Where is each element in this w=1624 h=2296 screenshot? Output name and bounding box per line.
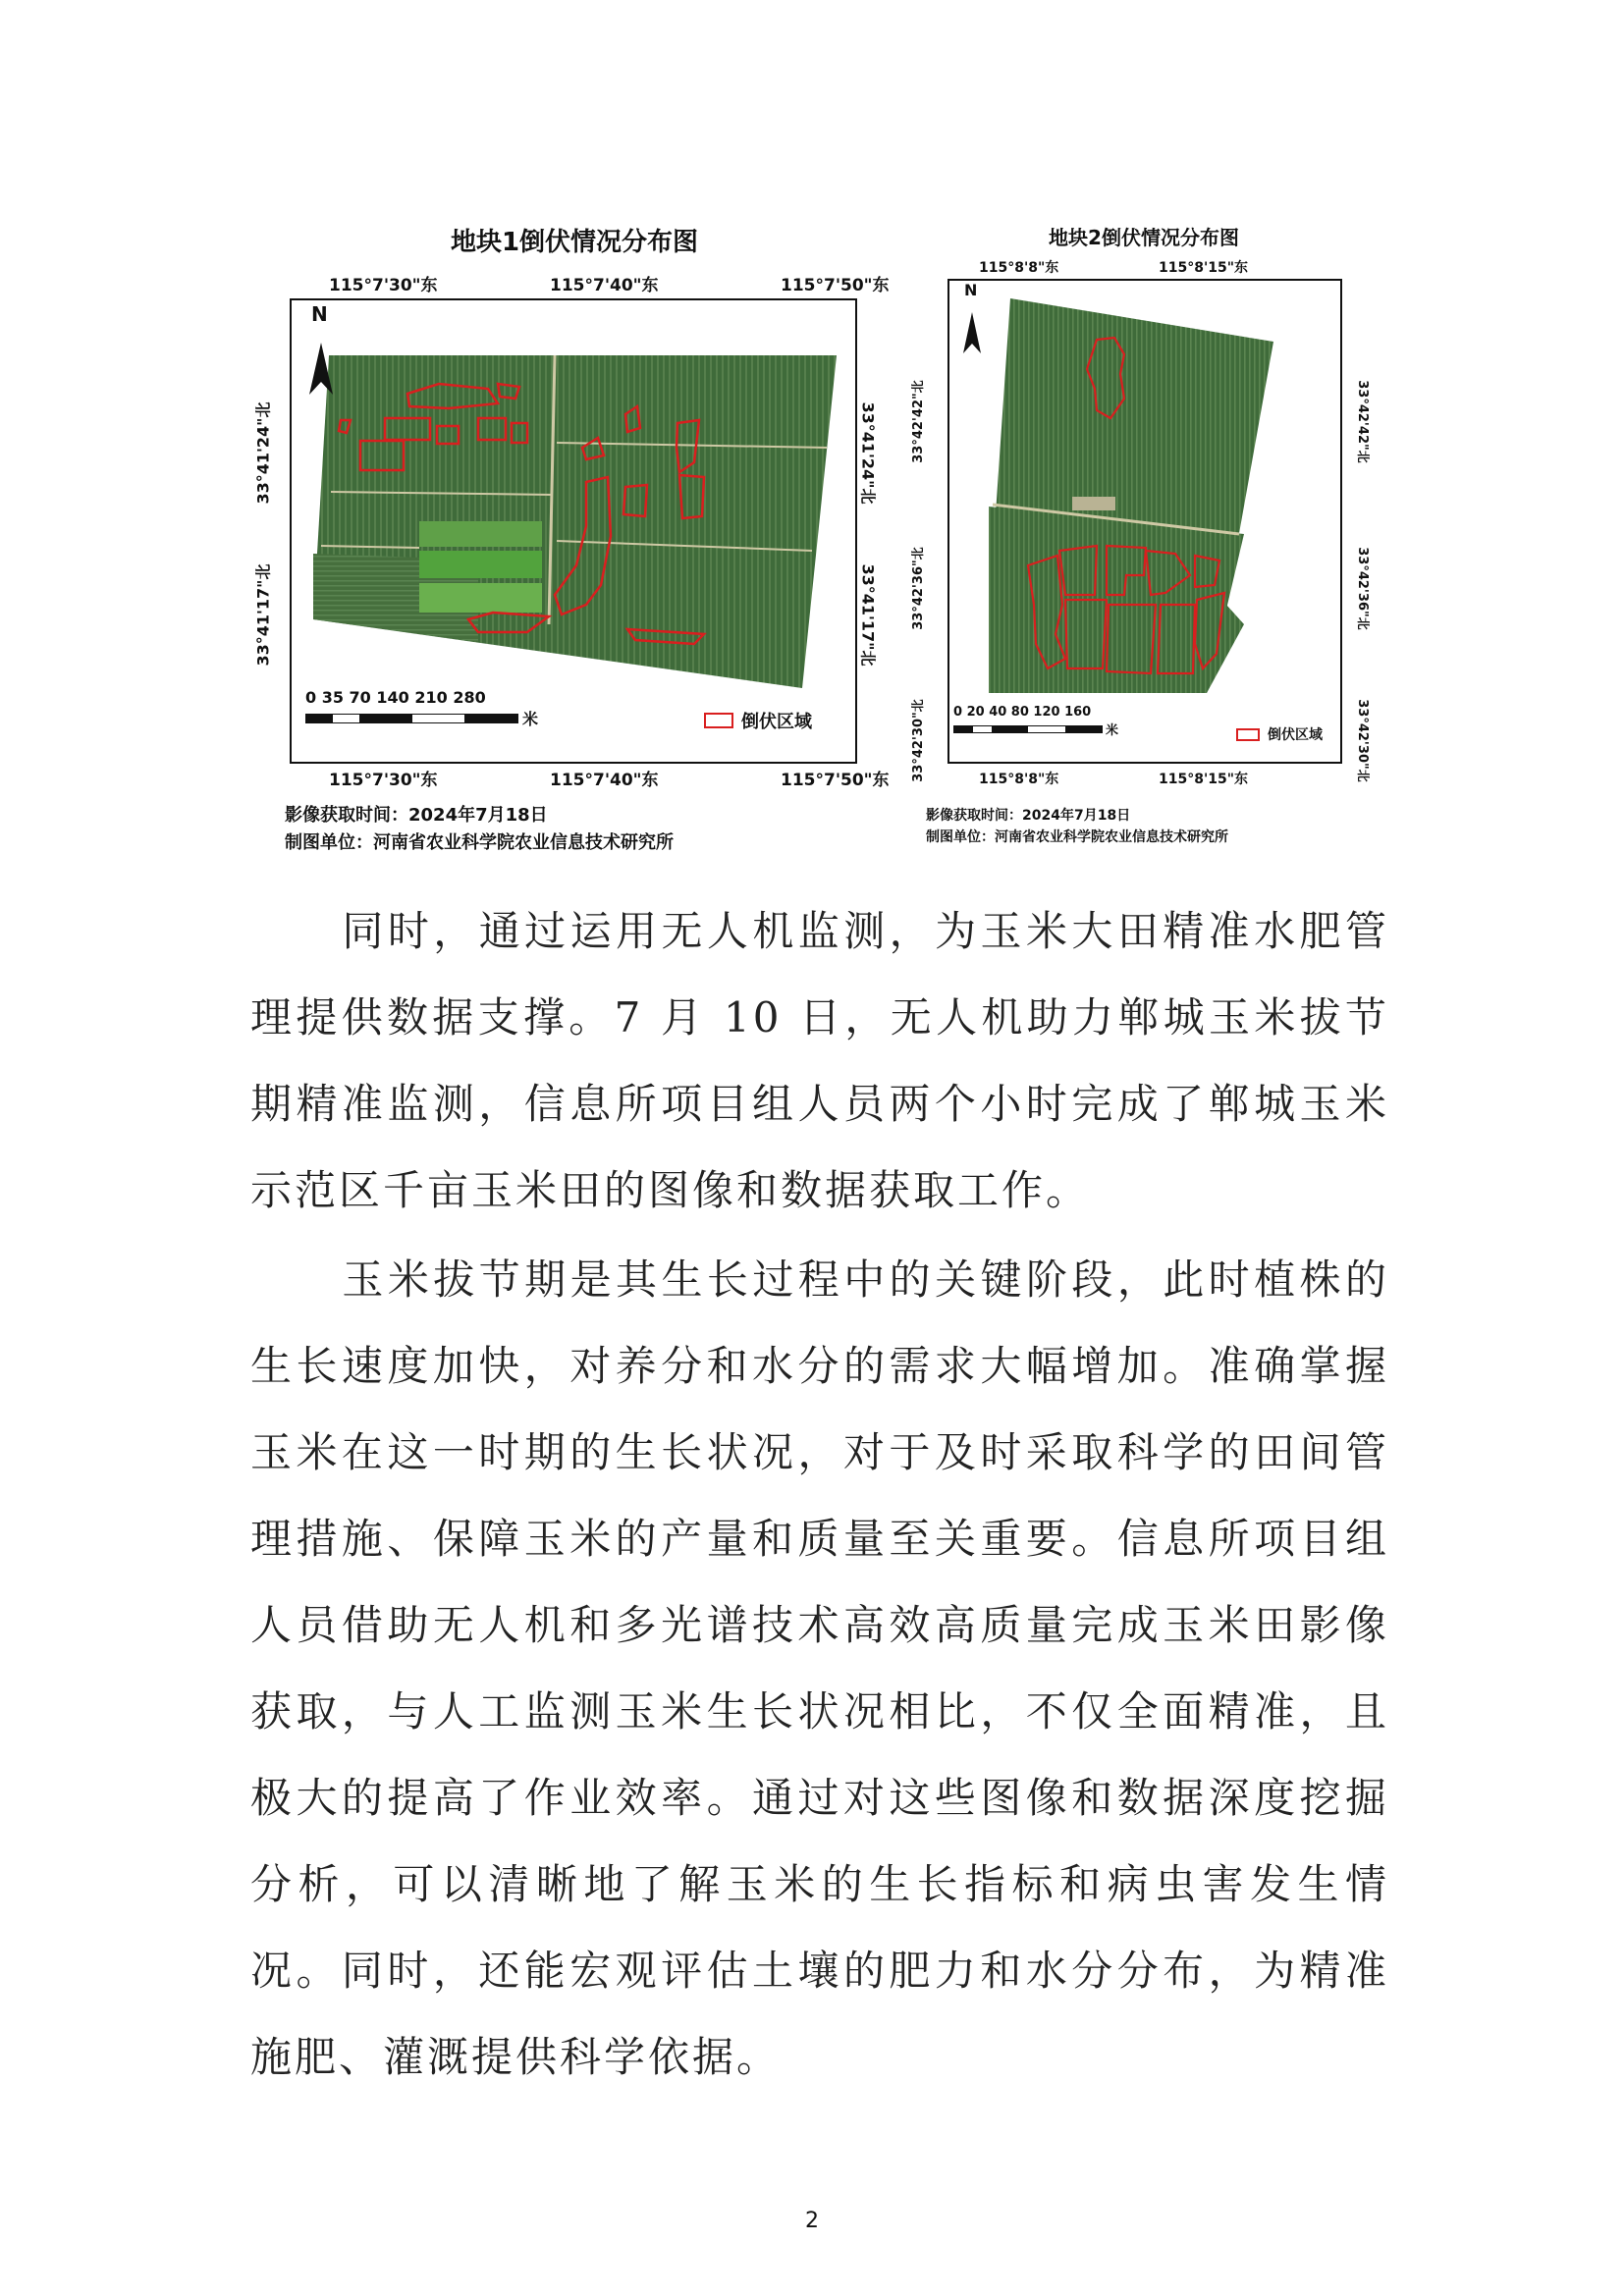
scale-unit: 米 [522, 710, 539, 728]
map-title: 地块1倒伏情况分布图 [450, 228, 699, 257]
scale-bar: 0 20 40 80 120 160 米 [953, 705, 1119, 738]
map-frame [290, 298, 857, 764]
scale-unit: 米 [1106, 723, 1119, 738]
coord-top-1: 115°8'8"东 [979, 260, 1059, 276]
acquisition-time: 影像获取时间：2024年7月18日 [285, 805, 548, 826]
coord-right-1: 33°42'42"北 [1354, 380, 1370, 463]
scale-bar: 0 35 70 140 210 280 米 [305, 688, 539, 728]
coord-left-3: 33°42'30"北 [910, 699, 926, 782]
producer: 制图单位：河南省农业科学院农业信息技术研究所 [285, 832, 674, 853]
map-lodging-plot-2 [908, 216, 1380, 864]
map-lodging-plot-1 [250, 216, 898, 864]
legend-label: 倒伏区域 [741, 712, 812, 732]
coord-left-2: 33°41'17"北 [253, 563, 273, 667]
map-frame [947, 279, 1342, 764]
coord-top-3: 115°7'50"东 [781, 276, 890, 295]
coord-bottom-2: 115°7'40"东 [550, 771, 659, 790]
legend-swatch [704, 713, 733, 728]
paragraph-2: 玉米拔节期是其生长过程中的关键阶段，此时植株的生长速度加快，对养分和水分的需求大幅增加。准确掌握玉米在这一时期的生长状况，对于及时采取科学的田间管理措施、保障玉米的产量和质量至关重要。信息所项目组人员借助无人机和多光谱技术高效高质量完成玉米田影像获取，与人工监测玉米生长状况相比，不仅全面精准，且极大的提高了作业效率。通过对这些图像和数据深度挖掘分析，可以清晰地了解玉米的生长指标和病虫害发生情况。同时，还能宏观评估土壤的肥力和水分分布，为精准施肥、灌溉提供科学依据。 [250, 1255, 1389, 2081]
coord-right-3: 33°42'30"北 [1354, 699, 1370, 782]
north-label: N [964, 281, 978, 299]
coord-top-2: 115°8'15"东 [1159, 260, 1249, 276]
coord-left-2: 33°42'36"北 [910, 547, 926, 630]
legend-swatch [1236, 728, 1260, 741]
coord-left-1: 33°41'24"北 [253, 401, 273, 505]
coord-right-2: 33°41'17"北 [858, 563, 878, 667]
coord-left-1: 33°42'42"北 [910, 380, 926, 463]
map-title: 地块2倒伏情况分布图 [1049, 226, 1239, 249]
paragraph-1: 同时，通过运用无人机监测，为玉米大田精准水肥管理提供数据支撑。7 月 10 日，无人机助力郸城玉米拔节期精准监测，信息所项目组人员两个小时完成了郸城玉米示范区千亩玉米田的图像和数据获取工作。 [250, 907, 1389, 1214]
coord-bottom-1: 115°8'8"东 [979, 772, 1059, 787]
producer: 制图单位：河南省农业科学院农业信息技术研究所 [926, 829, 1228, 845]
legend [704, 708, 812, 733]
coord-bottom-1: 115°7'30"东 [329, 771, 438, 790]
coord-top-1: 115°7'30"东 [329, 276, 438, 295]
north-label: N [311, 302, 328, 326]
aerial-image [949, 281, 1340, 762]
north-arrow-icon [957, 300, 987, 355]
coord-right-2: 33°42'36"北 [1354, 547, 1370, 630]
legend [1236, 724, 1323, 744]
coord-top-2: 115°7'40"东 [550, 276, 659, 295]
page-number: 2 [805, 2209, 819, 2233]
coord-bottom-2: 115°8'15"东 [1159, 772, 1249, 787]
north-arrow-icon [301, 328, 341, 397]
acquisition-time: 影像获取时间：2024年7月18日 [926, 808, 1131, 824]
legend-label: 倒伏区域 [1268, 727, 1323, 743]
field-1-polygon [313, 355, 837, 688]
coord-bottom-3: 115°7'50"东 [781, 771, 890, 790]
coord-right-1: 33°41'24"北 [858, 401, 878, 505]
